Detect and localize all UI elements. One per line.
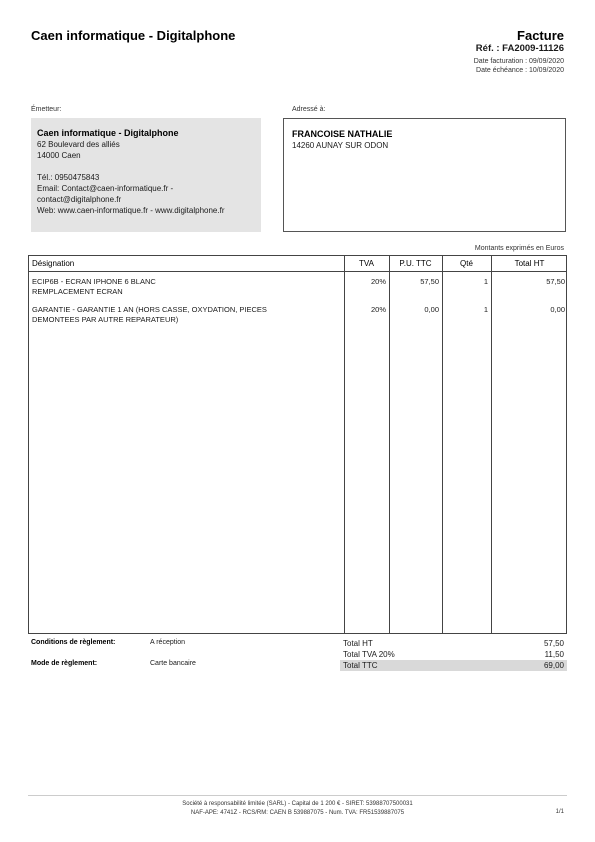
total-ttc-value: 69,00 [543, 661, 564, 670]
payment-terms-value: A réception [150, 639, 186, 646]
due-date: Date échéance : 10/09/2020 [476, 66, 564, 74]
emitter-label: Émetteur: [31, 106, 62, 113]
totals-block [340, 638, 567, 671]
emitter-box [31, 118, 261, 232]
footer-divider [28, 795, 567, 796]
company-title: Caen informatique - Digitalphone [31, 28, 236, 43]
item-tva: 20% [370, 277, 386, 286]
invoice-dates [474, 58, 564, 75]
item-total-ht: 0,00 [550, 305, 565, 314]
table-row [32, 305, 340, 325]
header-quantity: Qté [460, 259, 473, 268]
item-unit-price: 0,00 [424, 305, 439, 314]
emitter-phone: Tél.: 0950475843 [37, 173, 100, 182]
item-tva: 20% [370, 305, 386, 314]
page-number: 1/1 [555, 809, 564, 815]
table-row [32, 277, 340, 297]
item-designation-line2: REMPLACEMENT ECRAN [32, 287, 123, 296]
emitter-address-line2: 14000 Caen [37, 151, 81, 160]
payment-mode-value: Carte bancaire [150, 660, 196, 667]
total-ttc-label: Total TTC [343, 661, 378, 670]
item-quantity: 1 [483, 305, 488, 314]
total-ht-value: 57,50 [543, 639, 564, 648]
footer-line1: Société à responsabilité limitée (SARL) - Capital de 1 200 € - SIRET: 53988707500031 [182, 801, 413, 807]
recipient-name: FRANCOISE NATHALIE [292, 129, 393, 139]
total-tva-row [340, 649, 567, 660]
emitter-web: Web: www.caen-informatique.fr - www.digitalphone.fr [37, 206, 225, 215]
total-ttc-row [340, 660, 567, 671]
header-designation: Désignation [32, 259, 75, 268]
recipient-address: 14260 AUNAY SUR ODON [292, 141, 389, 150]
invoice-reference: Réf. : FA2009-11126 [475, 43, 564, 54]
header-unit-price: P.U. TTC [399, 259, 432, 268]
emitter-address-line1: 62 Boulevard des alliés [37, 140, 120, 149]
total-ht-row [340, 638, 567, 649]
header-divider [29, 271, 566, 272]
header-total-ht: Total HT [514, 259, 545, 268]
emitter-email-line1: Email: Contact@caen-informatique.fr - [37, 184, 174, 193]
document-type-title: Facture [517, 28, 564, 43]
emitter-name: Caen informatique - Digitalphone [37, 128, 179, 138]
recipient-box [283, 118, 566, 232]
emitter-email-line2: contact@digitalphone.fr [37, 195, 122, 204]
items-table [28, 255, 567, 634]
item-designation-line1: ECIP6B - ECRAN IPHONE 6 BLANC [32, 277, 156, 286]
item-quantity: 1 [483, 277, 488, 286]
total-ht-label: Total HT [343, 639, 373, 648]
item-unit-price: 57,50 [420, 277, 439, 286]
recipient-label: Adressé à: [292, 106, 326, 113]
footer-line2: NAF-APE: 4741Z - RCS/RM: CAEN B 539887075 - Num. TVA: FR51539887075 [190, 810, 405, 816]
payment-terms-label: Conditions de règlement: [31, 639, 116, 646]
payment-mode-label: Mode de règlement: [31, 660, 98, 667]
currency-note: Montants exprimés en Euros [474, 245, 564, 252]
legal-footer [0, 800, 595, 818]
total-tva-value: 11,50 [544, 650, 564, 659]
item-total-ht: 57,50 [546, 277, 565, 286]
invoice-date: Date facturation : 09/09/2020 [473, 58, 564, 65]
total-tva-label: Total TVA 20% [343, 650, 395, 659]
header-tva: TVA [359, 259, 374, 268]
item-designation-line1: GARANTIE - GARANTIE 1 AN (HORS CASSE, OXYDATION, PIECES [32, 305, 267, 314]
item-designation-line2: DEMONTEES PAR AUTRE REPARATEUR) [32, 315, 179, 324]
